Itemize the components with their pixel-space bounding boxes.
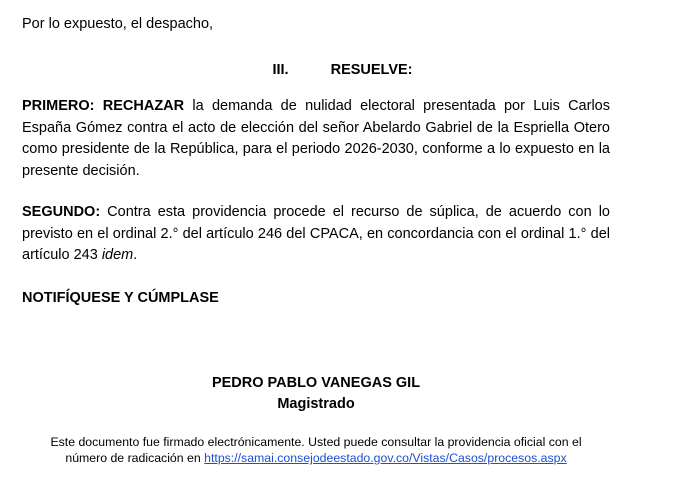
primero-lead: PRIMERO: RECHAZAR — [22, 98, 185, 114]
segundo-lead: SEGUNDO: — [22, 204, 101, 220]
notify-heading: NOTIFÍQUESE Y CÚMPLASE — [22, 290, 219, 306]
segundo-end: . — [133, 247, 138, 263]
signer-role: Magistrado — [277, 396, 355, 412]
footer-line-2 — [0, 450, 632, 466]
footer-line-2-prefix: número de radicación en — [65, 451, 205, 465]
segundo-italic: idem — [101, 247, 134, 263]
section-heading — [0, 60, 685, 80]
section-title: RESUELVE: — [330, 62, 413, 78]
resolution-segundo — [22, 202, 610, 267]
section-number: III. — [272, 62, 289, 78]
segundo-text: Contra esta providencia procede el recurso de súplica, de acuerdo con lo previsto en el ordinal 2.° del artículo 246 del CPACA, en concordancia con el ordinal 1.° del artículo 243 — [22, 204, 610, 263]
primero-text: la demanda de nulidad electoral presentada por Luis Carlos España Gómez contra el acto de elección del señor Abelardo Gabriel de la Espriella Otero como presidente de la República, para el periodo 2026-2030, conforme a lo expuesto en la presente decisión. — [22, 98, 610, 179]
electronic-signature-note — [0, 434, 632, 466]
signer-name: PEDRO PABLO VANEGAS GIL — [211, 375, 421, 391]
samai-link[interactable]: https://samai.consejodeestado.gov.co/Vistas/Casos/procesos.aspx — [204, 451, 567, 465]
signature-block — [0, 373, 632, 415]
intro-text: Por lo expuesto, el despacho, — [22, 16, 214, 32]
footer-line-1: Este documento fue firmado electrónicamente. Usted puede consultar la providencia oficial con el — [50, 435, 582, 449]
resolution-primero — [22, 96, 610, 182]
